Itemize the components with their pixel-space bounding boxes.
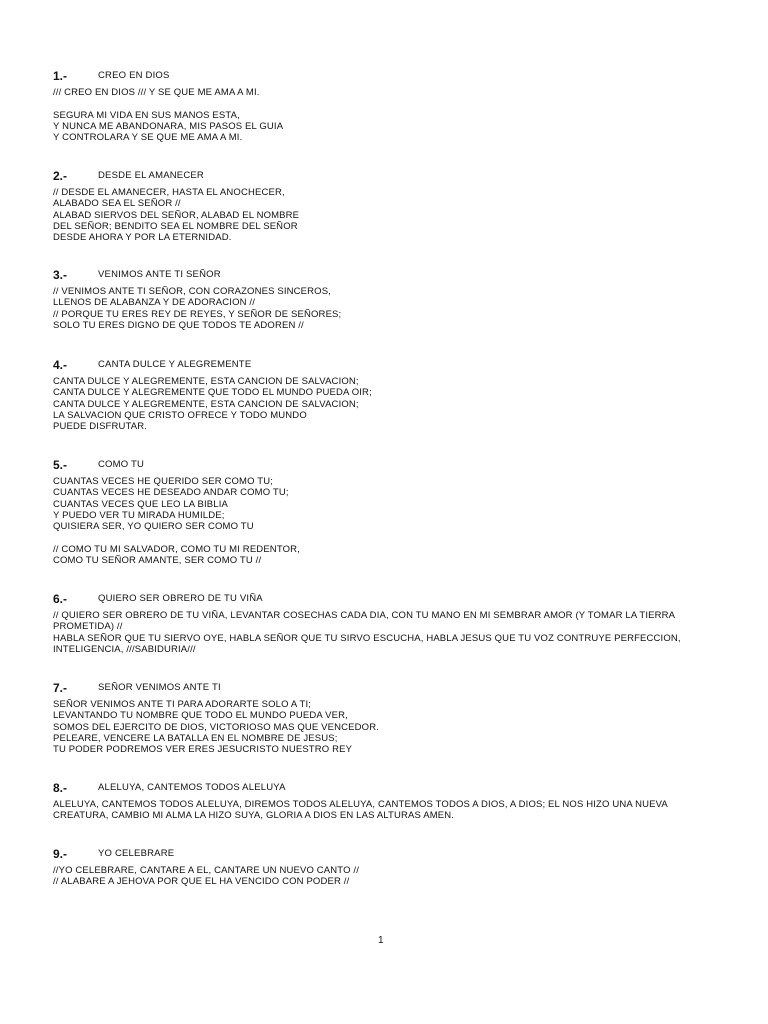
lyric-line: Y NUNCA ME ABANDONARA, MIS PASOS EL GUIA [53, 120, 284, 132]
song-block [53, 781, 713, 822]
song-number: 8.- [53, 781, 68, 795]
lyric-line: CREATURA, CAMBIO MI ALMA LA HIZO SUYA, GLORIA A DIOS EN LAS ALTURAS AMEN. [53, 810, 455, 822]
lyric-line: QUISIERA SER, YO QUIERO SER COMO TU [53, 521, 254, 533]
song-block [53, 268, 713, 331]
stanza [53, 610, 713, 655]
lyric-line: CANTA DULCE Y ALEGREMENTE, ESTA CANCION DE SALVACION; [53, 376, 359, 387]
lyric-line: CUANTAS VECES QUE LEO LA BIBLIA [53, 498, 229, 510]
lyric-line: TU PODER PODREMOS VER ERES JESUCRISTO NUESTRO REY [53, 744, 353, 756]
lyric-line: CANTA DULCE Y ALEGREMENTE QUE TODO EL MUNDO PUEDA OIR; [53, 387, 372, 399]
lyric-line: DEL SEÑOR; BENDITO SEA EL NOMBRE DEL SEÑOR [53, 220, 298, 232]
lyric-line: COMO TU SEÑOR AMANTE, SER COMO TU // [53, 555, 262, 567]
lyric-line: CUANTAS VECES HE QUERIDO SER COMO TU; [53, 476, 274, 487]
lyric-line: SOLO TU ERES DIGNO DE QUE TODOS TE ADOREN // [53, 319, 304, 331]
lyric-line: ALELUYA, CANTEMOS TODOS ALELUYA, DIREMOS TODOS ALELUYA, CANTEMOS TODOS A DIOS, A DIOS; EL NOS HIZO UNA NUEVA [53, 799, 668, 810]
lyric-line: LEVANTANDO TU NOMBRE QUE TODO EL MUNDO PUEDA VER, [53, 710, 348, 722]
song-number: 2.- [53, 169, 68, 183]
song-title: QUIERO SER OBRERO DE TU VIÑA [98, 593, 263, 604]
song-block [53, 681, 713, 755]
lyric-line: PROMETIDA) // [53, 621, 123, 633]
lyric-line: // QUIERO SER OBRERO DE TU VIÑA, LEVANTAR COSECHAS CADA DIA, CON TU MANO EN MI SEMBRAR AMOR (Y TOMAR LA TIERRA [53, 610, 676, 621]
lyric-line: SOMOS DEL EJERCITO DE DIOS, VICTORIOSO MAS QUE VENCEDOR. [53, 721, 380, 733]
song-lyrics [53, 286, 713, 331]
song-title: SEÑOR VENIMOS ANTE TI [98, 682, 221, 693]
stanza [53, 286, 713, 331]
song-title: ALELUYA, CANTEMOS TODOS ALELUYA [98, 782, 286, 793]
lyric-line: PELEARE, VENCERE LA BATALLA EN EL NOMBRE DE JESUS; [53, 732, 338, 744]
song-number: 1.- [53, 69, 68, 83]
song-block [53, 358, 713, 432]
lyric-line: ALABAD SIERVOS DEL SEÑOR, ALABAD EL NOMBRE [53, 209, 300, 221]
lyric-line: // PORQUE TU ERES REY DE REYES, Y SEÑOR DE SEÑORES; [53, 308, 342, 320]
song-number: 4.- [53, 358, 68, 372]
song-heading [53, 592, 713, 606]
song-title: YO CELEBRARE [98, 848, 175, 859]
song-title: CREO EN DIOS [98, 70, 170, 81]
lyric-line: // DESDE EL AMANECER, HASTA EL ANOCHECER, [53, 187, 285, 198]
lyric-line: /// CREO EN DIOS /// Y SE QUE ME AMA A MI. [53, 87, 260, 98]
lyric-line: CANTA DULCE Y ALEGREMENTE, ESTA CANCION DE SALVACION; [53, 398, 359, 410]
song-lyrics [53, 476, 713, 566]
song-block [53, 69, 713, 143]
stanza [53, 544, 713, 567]
song-title: DESDE EL AMANECER [98, 170, 204, 181]
song-number: 3.- [53, 268, 68, 282]
stanza-gap [53, 532, 713, 543]
stanza [53, 699, 713, 755]
song-title: VENIMOS ANTE TI SEÑOR [98, 269, 221, 280]
song-number: 5.- [53, 458, 68, 472]
song-lyrics [53, 865, 713, 888]
song-heading [53, 169, 713, 183]
stanza [53, 376, 713, 432]
song-heading [53, 268, 713, 282]
lyric-line: // COMO TU MI SALVADOR, COMO TU MI REDENTOR, [53, 543, 300, 555]
song-heading [53, 458, 713, 472]
lyric-line: INTELIGENCIA, ///SABIDURIA/// [53, 643, 196, 655]
song-title: COMO TU [98, 459, 145, 470]
song-block [53, 458, 713, 566]
song-lyrics [53, 799, 713, 822]
lyric-line: CUANTAS VECES HE DESEADO ANDAR COMO TU; [53, 487, 289, 499]
song-lyrics [53, 87, 713, 143]
song-block [53, 169, 713, 243]
song-number: 6.- [53, 592, 68, 606]
song-heading [53, 681, 713, 695]
lyric-line: PUEDE DISFRUTAR. [53, 421, 148, 433]
song-heading [53, 847, 713, 861]
lyric-line: Y CONTROLARA Y SE QUE ME AMA A MI. [53, 132, 243, 144]
lyric-line: // ALABARE A JEHOVA POR QUE EL HA VENCIDO CON PODER // [53, 876, 350, 888]
song-heading [53, 781, 713, 795]
lyric-line: DESDE AHORA Y POR LA ETERNIDAD. [53, 232, 232, 244]
stanza [53, 110, 713, 144]
song-block [53, 847, 713, 888]
lyric-line: //YO CELEBRARE, CANTARE A EL, CANTARE UN NUEVO CANTO // [53, 865, 359, 876]
song-lyrics [53, 610, 713, 655]
lyric-line: LA SALVACION QUE CRISTO OFRECE Y TODO MUNDO [53, 409, 307, 421]
stanza [53, 476, 713, 532]
lyric-line: HABLA SEÑOR QUE TU SIERVO OYE, HABLA SEÑOR QUE TU SIRVO ESCUCHA, HABLA JESUS QUE TU VOZ CONTRUYE PERFECCION, [53, 632, 681, 644]
song-lyrics [53, 376, 713, 432]
song-block [53, 592, 713, 655]
page-number: 1 [378, 935, 384, 946]
lyric-line: SEGURA MI VIDA EN SUS MANOS ESTA, [53, 109, 240, 121]
lyric-line: // VENIMOS ANTE TI SEÑOR, CON CORAZONES SINCEROS, [53, 286, 331, 297]
stanza [53, 187, 713, 243]
stanza [53, 87, 713, 98]
stanza-gap [53, 98, 713, 109]
song-title: CANTA DULCE Y ALEGREMENTE [98, 359, 252, 370]
stanza [53, 865, 713, 888]
song-lyrics [53, 699, 713, 755]
lyric-line: SEÑOR VENIMOS ANTE TI PARA ADORARTE SOLO A TI; [53, 699, 312, 710]
lyric-line: Y PUEDO VER TU MIRADA HUMILDE; [53, 509, 225, 521]
song-heading [53, 69, 713, 83]
stanza [53, 799, 713, 822]
lyric-line: LLENOS DE ALABANZA Y DE ADORACION // [53, 297, 255, 309]
song-lyrics [53, 187, 713, 243]
song-number: 9.- [53, 847, 68, 861]
lyric-line: ALABADO SEA EL SEÑOR // [53, 198, 181, 210]
song-heading [53, 358, 713, 372]
song-number: 7.- [53, 681, 68, 695]
